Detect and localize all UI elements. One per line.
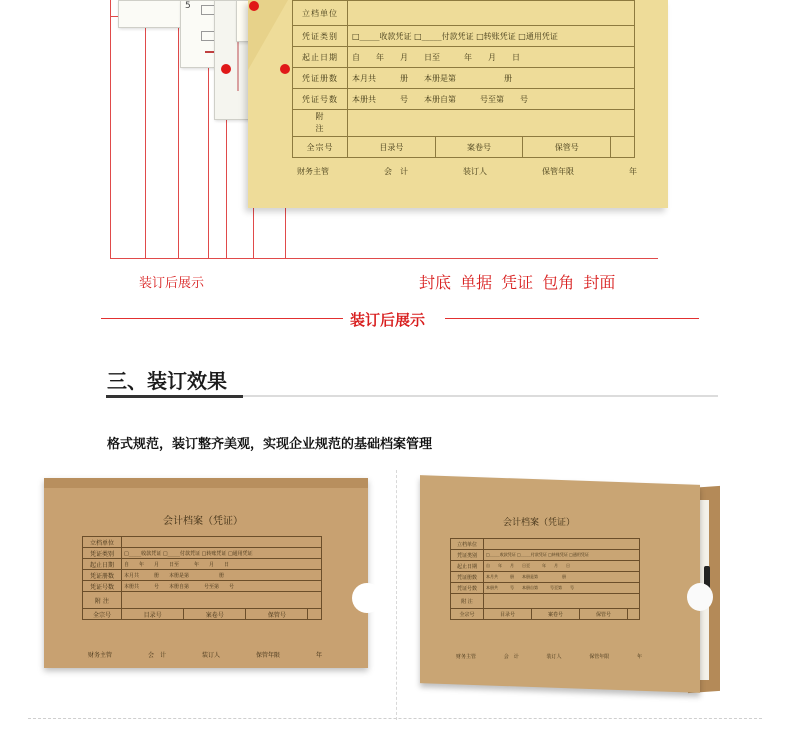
section-subtitle: 格式规范，装订整齐美观，实现企业规范的基础档案管理 xyxy=(107,437,433,452)
footer-item: 装订人 xyxy=(463,167,487,176)
footer-item: 财务主管 xyxy=(297,167,329,176)
section-underline-accent xyxy=(106,395,243,398)
form-cell: 全宗号 xyxy=(293,137,348,158)
box-form: 立档单位 凭证类别 □_____收款凭证 □_____付款凭证 □转账凭证 □通用凭证 起止日期 自 年 月 日至 年 月 日 凭证册数 本月共 册 本册是第 册 凭证号数 本册共 号 本册自第 号至第 号 附 注 全宗号 目录号 案卷号 保管号 xyxy=(82,536,322,620)
form-value: 本月共 册 本册是第 册 xyxy=(348,68,635,89)
box-title: 会计档案（凭证） xyxy=(163,516,243,527)
form-value: 本册共 号 本册自第 号至第 号 xyxy=(348,89,635,110)
voucher-cover-form xyxy=(292,0,635,158)
section-title: 三、装订效果 xyxy=(107,369,227,393)
marker-dot xyxy=(221,64,231,74)
photo-separator xyxy=(396,470,397,720)
footer-item: 年 xyxy=(629,167,637,176)
form-value: 自 年 月 日至 年 月 日 xyxy=(348,47,635,68)
form-footer xyxy=(297,166,637,177)
form-value: □_____收款凭证 □_____付款凭证 □转账凭证 □通用凭证 xyxy=(348,26,635,47)
guide-line xyxy=(178,0,179,258)
form-label: 凭证号数 xyxy=(293,89,348,110)
form-value xyxy=(348,1,635,26)
divider-caption: 装订后展示 xyxy=(350,311,426,329)
form-label: 凭证册数 xyxy=(293,68,348,89)
thumb-notch xyxy=(352,583,382,613)
form-cell: 目录号 xyxy=(348,137,436,158)
form-cell: 保管号 xyxy=(523,137,611,158)
thumb-notch xyxy=(687,583,713,611)
left-caption: 装订后展示 xyxy=(139,276,205,291)
footer-item: 会 计 xyxy=(384,167,408,176)
form-label: 起止日期 xyxy=(293,47,348,68)
layers-caption: 封底 单据 凭证 包角 封面 xyxy=(419,273,616,292)
box-footer: 财务主管 会 计 装订人 保管年限 年 xyxy=(88,652,322,659)
marker-dot xyxy=(249,1,259,11)
form-label: 凭证类别 xyxy=(293,26,348,47)
form-value xyxy=(348,110,635,137)
footer-item: 保管年限 xyxy=(542,167,574,176)
form-label: 立档单位 xyxy=(293,1,348,26)
divider-line-left xyxy=(101,318,343,319)
guide-tick xyxy=(110,16,118,17)
guide-line xyxy=(110,0,111,258)
guide-line xyxy=(145,0,146,258)
divider-line-right xyxy=(445,318,699,319)
box-form: 立档单位 凭证类别 □_____收款凭证 □_____付款凭证 □转账凭证 □通用凭证 起止日期 自 年 月 日至 年 月 日 凭证册数 本月共 册 本册是第 册 凭证号数 本册共 号 本册自第 号至第 号 附 注 全宗号 目录号 案卷号 保管号 xyxy=(450,538,640,620)
guide-baseline xyxy=(110,258,658,259)
form-label: 附 注 xyxy=(293,110,348,137)
receipt-sheet: 5 xyxy=(180,0,242,68)
form-cell: 案卷号 xyxy=(435,137,523,158)
marker-dot xyxy=(280,64,290,74)
bottom-dashed-rule xyxy=(28,718,762,719)
box-footer: 财务主管 会 计 装订人 保管年限 年 xyxy=(456,654,642,660)
